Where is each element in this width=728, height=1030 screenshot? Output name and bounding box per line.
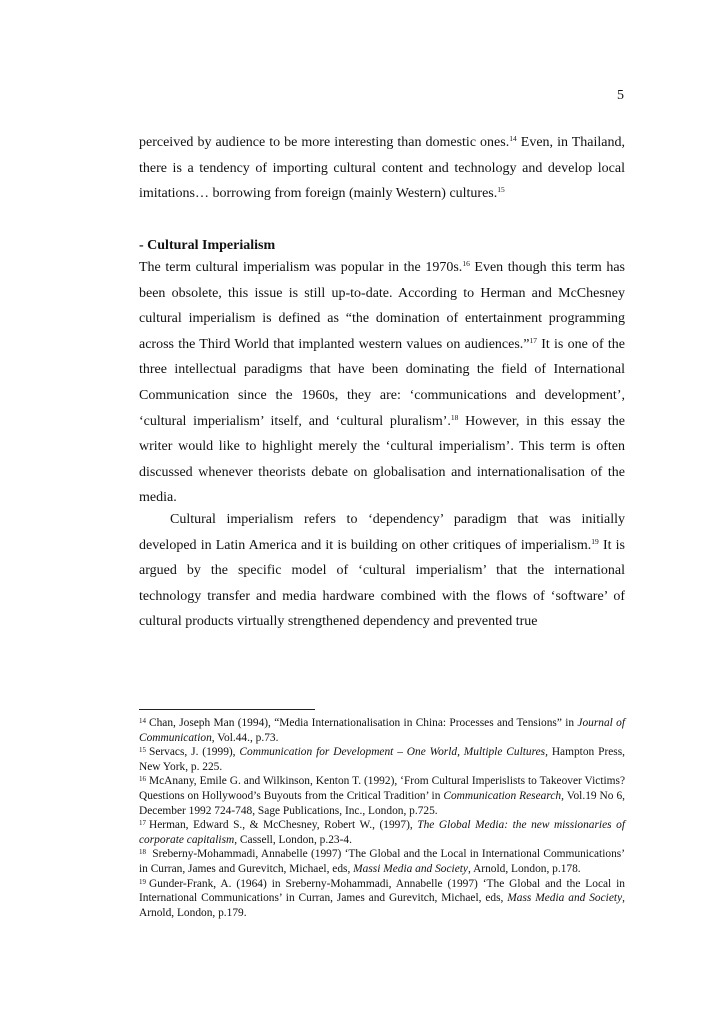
paragraph-continuation — [139, 130, 625, 207]
footnote-ref[interactable]: 19 — [591, 536, 599, 546]
footnote — [139, 774, 625, 818]
paragraph-text: Even though this term has been obsolete, this issue is still up-to-date. According to Herman and McChesney cultural imperialism is defined as “the domination of entertainment programming across the Third World that implanted western values on audiences.” — [139, 260, 625, 352]
footnote-italic: Communication Research, — [443, 789, 564, 802]
footnote-text: , Arnold, London, p.178. — [468, 862, 581, 875]
footnote-number: 18 — [139, 848, 146, 857]
paragraph-text: perceived by audience to be more interesting than domestic ones. — [139, 135, 510, 150]
footnote-text: Gunder-Frank, A. (1964) in Sreberny-Mohammadi, Annabelle (1997) ‘The Global and the Local in International Communications’ in Curran, James and Gurevitch, Michael, eds, — [139, 877, 625, 905]
paragraph-text: Even, in Thailand, there is a tendency of importing cultural content and technology and develop local imitations… borrowing from foreign (mainly Western) cultures. — [139, 135, 625, 202]
footnote-italic: The Global Media: the new missionaries of corporate capitalism — [139, 819, 625, 846]
paragraph-cultural-imperialism — [139, 255, 625, 511]
paragraph-text: Cultural imperialism refers to ‘dependency’ paradigm that was initially developed in Latin America and it is building on other critiques of imperialism. — [139, 512, 625, 553]
footnotes — [139, 716, 625, 920]
footnote-number: 17 — [139, 819, 146, 828]
footnote-italic: Mass Media and Society — [507, 892, 623, 905]
footnote-number: 19 — [139, 877, 146, 886]
footnote-number: 14 — [139, 717, 146, 725]
footnote-text: Servacs, J. (1999), — [149, 746, 240, 759]
footnote-text: Herman, Edward S., & McChesney, Robert W., (1997), — [149, 819, 418, 832]
footnote — [139, 877, 625, 921]
footnote-text: Vol.19 No 6, December 1992 724-748, Sage Publications, Inc., London, p.725. — [139, 789, 625, 817]
footnote — [139, 847, 625, 876]
footnote-ref[interactable]: 18 — [450, 412, 459, 422]
footnote-text: , Arnold, London, p.179. — [139, 892, 625, 919]
page-number: 5 — [617, 88, 624, 103]
footnote-text: Hampton Press, New York, p. 225. — [139, 746, 626, 773]
paragraph-dependency — [139, 507, 625, 635]
paragraph-text: The term cultural imperialism was popular in the 1970s. — [139, 260, 463, 275]
paragraph-text: However, in this essay the writer would like to highlight merely the ‘cultural imperialism’. This term is often discussed whenever theorists debate on globalisation and internationalisation of the media. — [139, 413, 626, 506]
paragraph-text: It is one of the three intellectual paradigms that have been dominating the field of International Communication since the 1960s, they are: ‘communications and development’, ‘cultural imperialism’ itself, and ‘cultural pluralism’. — [139, 336, 625, 429]
paragraph-text: It is argued by the specific model of ‘cultural imperialism’ that the international technology transfer and media hardware combined with the flows of ‘software’ of cultural products virtually strengthened dependency and prevented true — [139, 537, 626, 630]
footnote-text: , Cassell, London, p.23-4. — [234, 833, 352, 846]
section-heading: - Cultural Imperialism — [139, 238, 276, 253]
footnote-number: 15 — [139, 746, 146, 755]
footnote-ref[interactable]: 16 — [462, 259, 470, 268]
footnote-text: Chan, Joseph Man (1994), “Media Internationalisation in China: Processes and Tensions” in — [149, 717, 578, 729]
footnote-number: 16 — [139, 775, 146, 784]
footnote-ref[interactable]: 15 — [497, 185, 505, 195]
footnote-text: , Vol.44., p.73. — [211, 731, 279, 744]
footnote-ref[interactable]: 17 — [529, 335, 538, 345]
footnote-ref[interactable]: 14 — [509, 134, 517, 143]
footnote — [139, 745, 625, 774]
footnote-italic: Communication for Development – One World, Multiple Cultures, — [239, 746, 548, 759]
footnote-italic: Massi Media and Society — [353, 862, 468, 875]
footnote-italic: Journal of Communication — [139, 717, 625, 744]
footnote-separator — [139, 709, 315, 710]
footnote-text: Sreberny-Mohammadi, Annabelle (1997) ‘The Global and the Local in International Communications’ in Curran, James and Gurevitch, Michael, eds, — [139, 848, 625, 875]
footnote-text: McAnany, Emile G. and Wilkinson, Kenton T. (1992), ‘From Cultural Imperislists to Takeover Victims? Questions on Hollywood’s Buyouts from the Critical Tradition’ in — [139, 775, 625, 802]
footnote — [139, 818, 625, 847]
footnote — [139, 716, 625, 745]
